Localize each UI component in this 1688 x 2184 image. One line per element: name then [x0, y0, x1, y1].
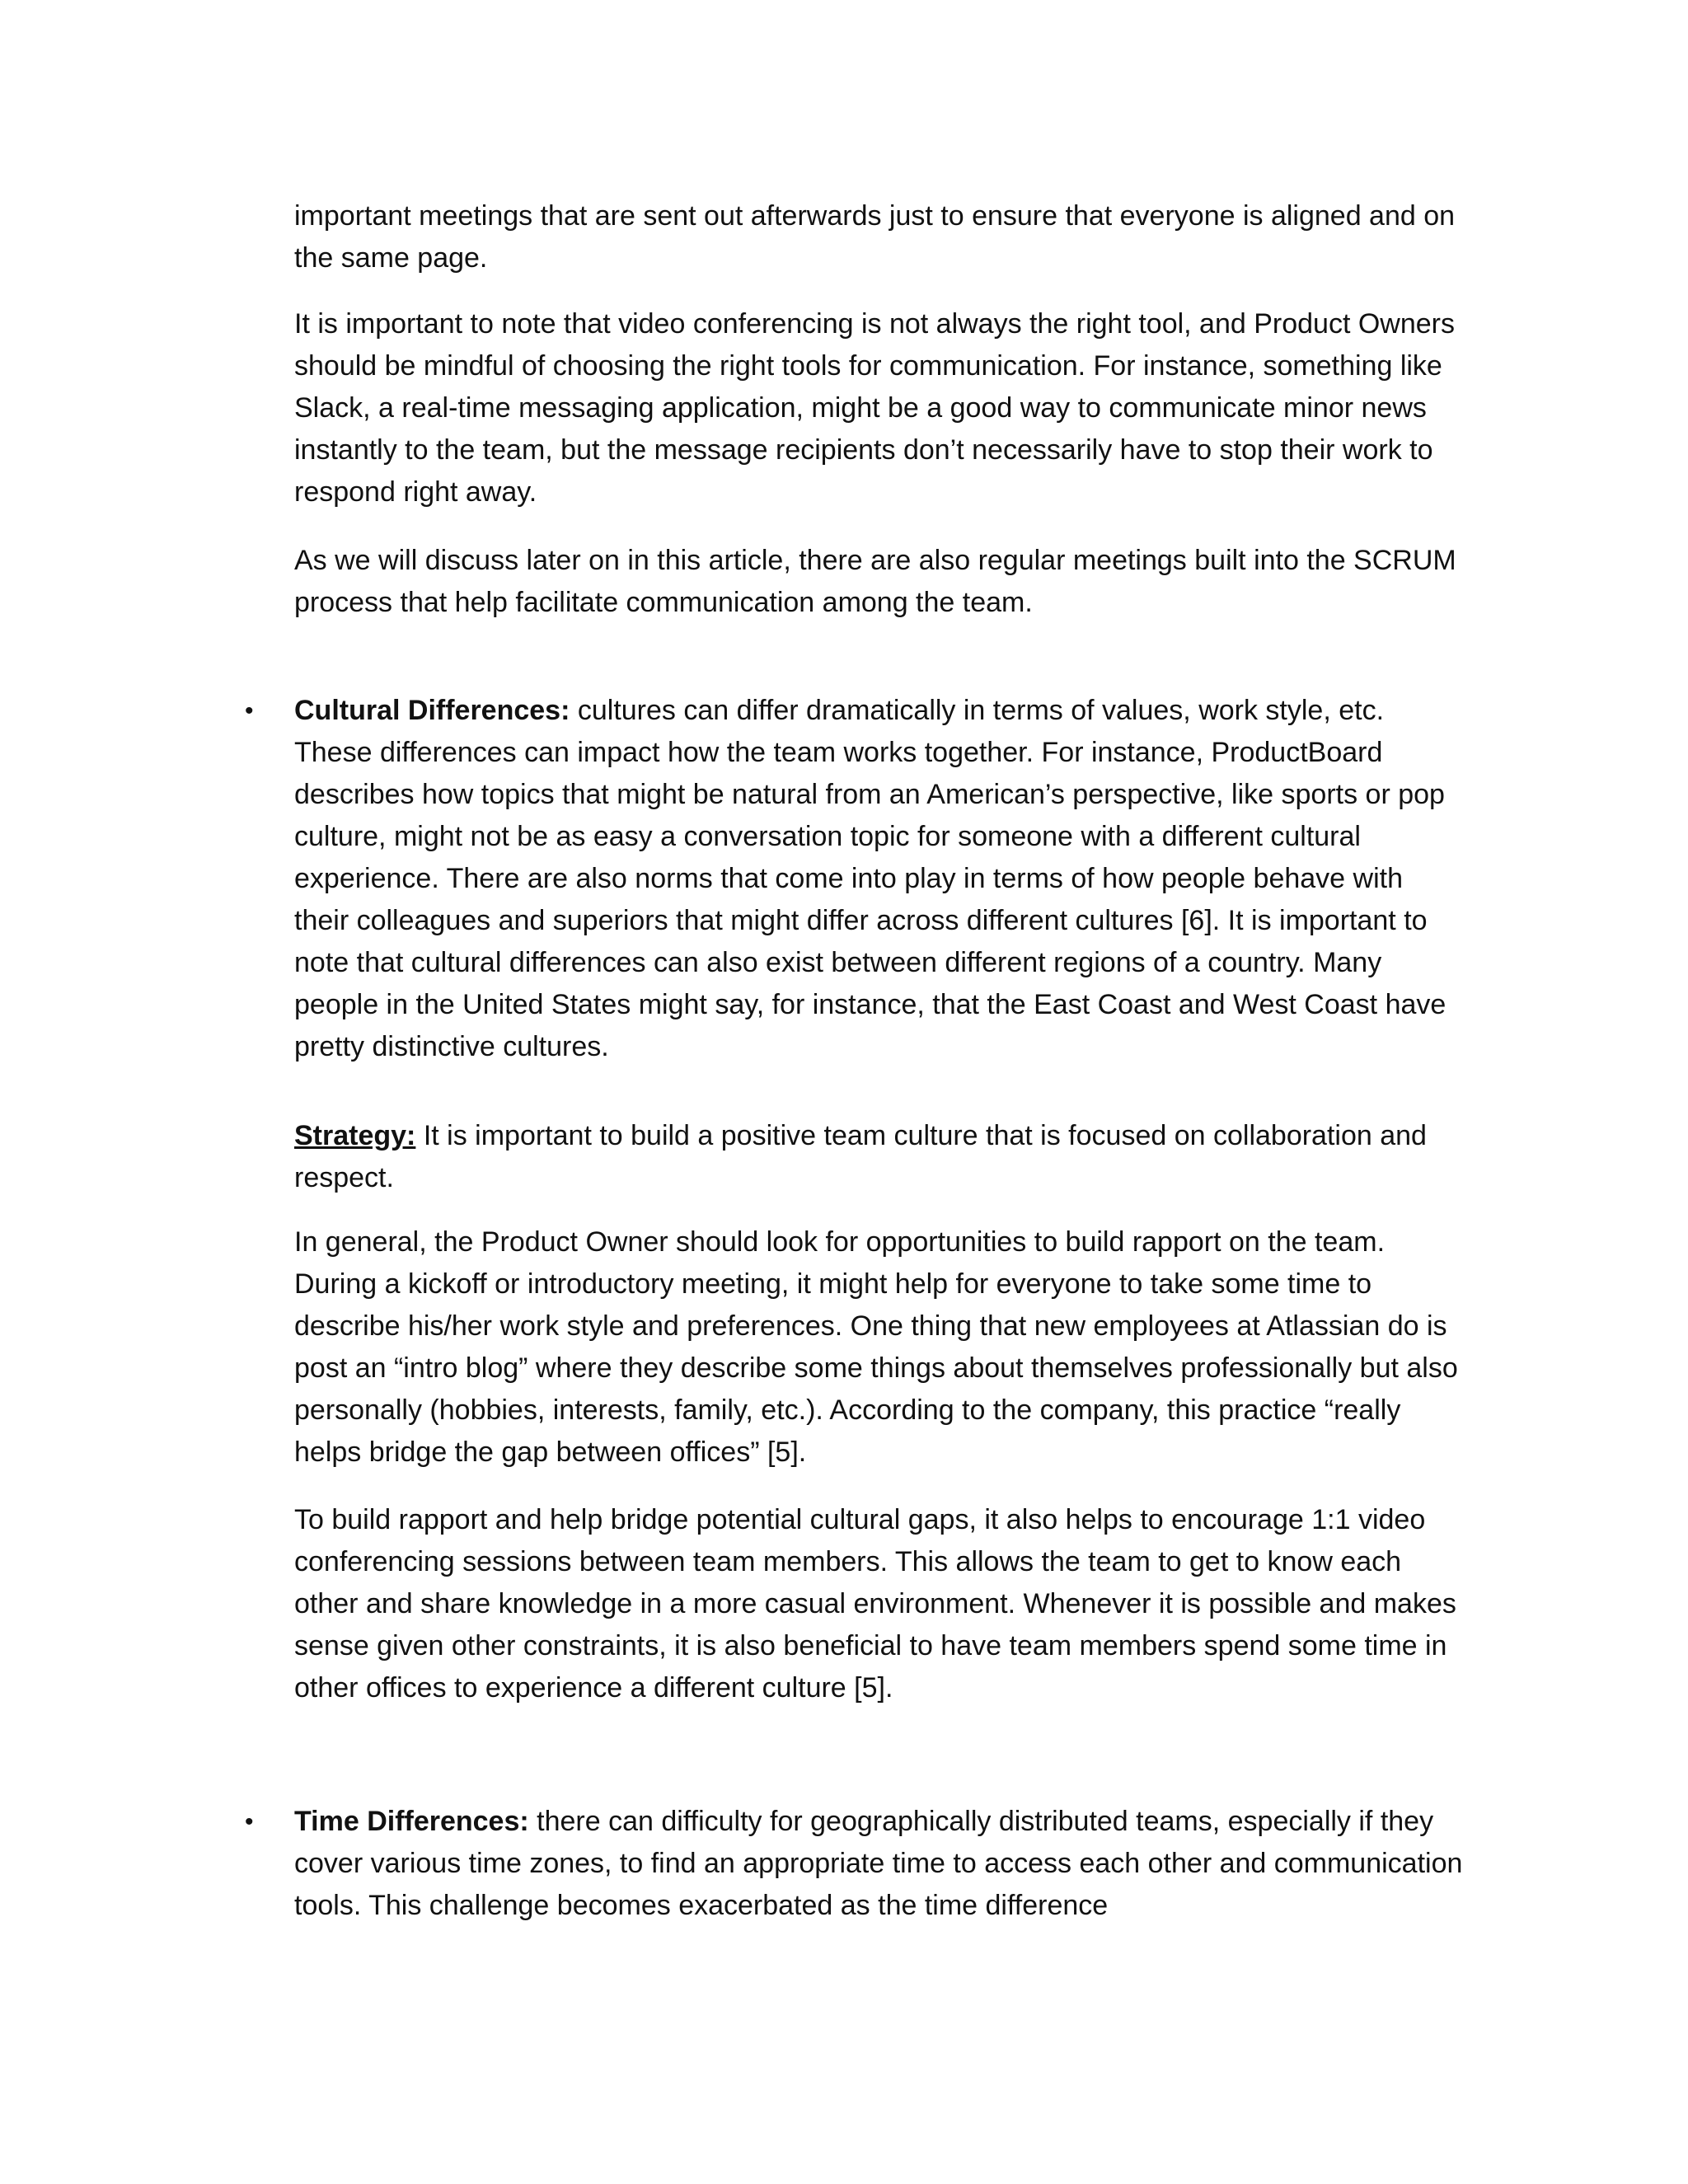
bullet-cultural-differences: [294, 690, 1465, 1068]
bullet-time-differences: [294, 1801, 1465, 1927]
bullet-label: Time Differences:: [294, 1806, 529, 1837]
paragraph-text: It is important to note that video conferencing is not always the right tool, and Product Owners should be mindful of choosing the right tools for communication. For instance, something like Slack, a real-time messaging application, might be a good way to communicate minor news instantly to the team, but the message recipients don’t necessarily have to stop their work to respond right away.: [294, 308, 1455, 508]
paragraph-text: In general, the Product Owner should look for opportunities to build rapport on the team. During a kickoff or introductory meeting, it might help for everyone to take some time to describe his/her work style and preferences. One thing that new employees at Atlassian do is post an “intro blog” where they describe some things about themselves professionally but also personally (hobbies, interests, family, etc.). According to the company, this practice “really helps bridge the gap between offices” [5].: [294, 1226, 1458, 1468]
strategy-label: Strategy:: [294, 1120, 416, 1151]
paragraph-build-rapport: [294, 1221, 1465, 1474]
paragraph-text: important meetings that are sent out afterwards just to ensure that everyone is aligned and on the same page.: [294, 200, 1456, 274]
bullet-label: Cultural Differences:: [294, 695, 570, 726]
bullet-icon: •: [245, 697, 254, 724]
bullet-icon: •: [245, 1808, 254, 1835]
paragraph-video-sessions: [294, 1499, 1465, 1709]
paragraph-text: As we will discuss later on in this article, there are also regular meetings built into the SCRUM process that help facilitate communication among the team.: [294, 545, 1456, 618]
strategy-text-line: [294, 1115, 1465, 1199]
paragraph-scrum-meetings: [294, 540, 1465, 624]
strategy-paragraph: [294, 1115, 1465, 1199]
paragraph-text: To build rapport and help bridge potential cultural gaps, it also helps to encourage 1:1 video conferencing sessions between team members. This allows the team to get to know each other and share knowledge in a more casual environment. Whenever it is possible and makes sense given other constraints, it is also beneficial to have team members spend some time in other offices to experience a different culture [5].: [294, 1504, 1456, 1704]
bullet-paragraph: [294, 1801, 1465, 1927]
bullet-paragraph: [294, 690, 1465, 1068]
paragraph-meeting-notes: [294, 195, 1465, 279]
bullet-text: cultures can differ dramatically in terms of values, work style, etc. These differences can impact how the team works together. For instance, ProductBoard describes how topics that might be natural from an American’s perspective, like sports or pop culture, might not be as easy a conversation topic for someone with a different cultural experience. There are also norms that come into play in terms of how people behave with their colleagues and superiors that might differ across different cultures [6]. It is important to note that cultural differences can also exist between different regions of a country. Many people in the United States might say, for instance, that the East Coast and West Coast have pretty distinctive cultures.: [294, 695, 1447, 1062]
bullet-text: there can difficulty for geographically distributed teams, especially if they cover various time zones, to find an appropriate time to access each other and communication tools. This challenge becomes exacerbated as the time difference: [294, 1806, 1463, 1921]
strategy-text: It is important to build a positive team culture that is focused on collaboration and respect.: [294, 1120, 1427, 1193]
paragraph-video-conferencing: [294, 303, 1465, 513]
